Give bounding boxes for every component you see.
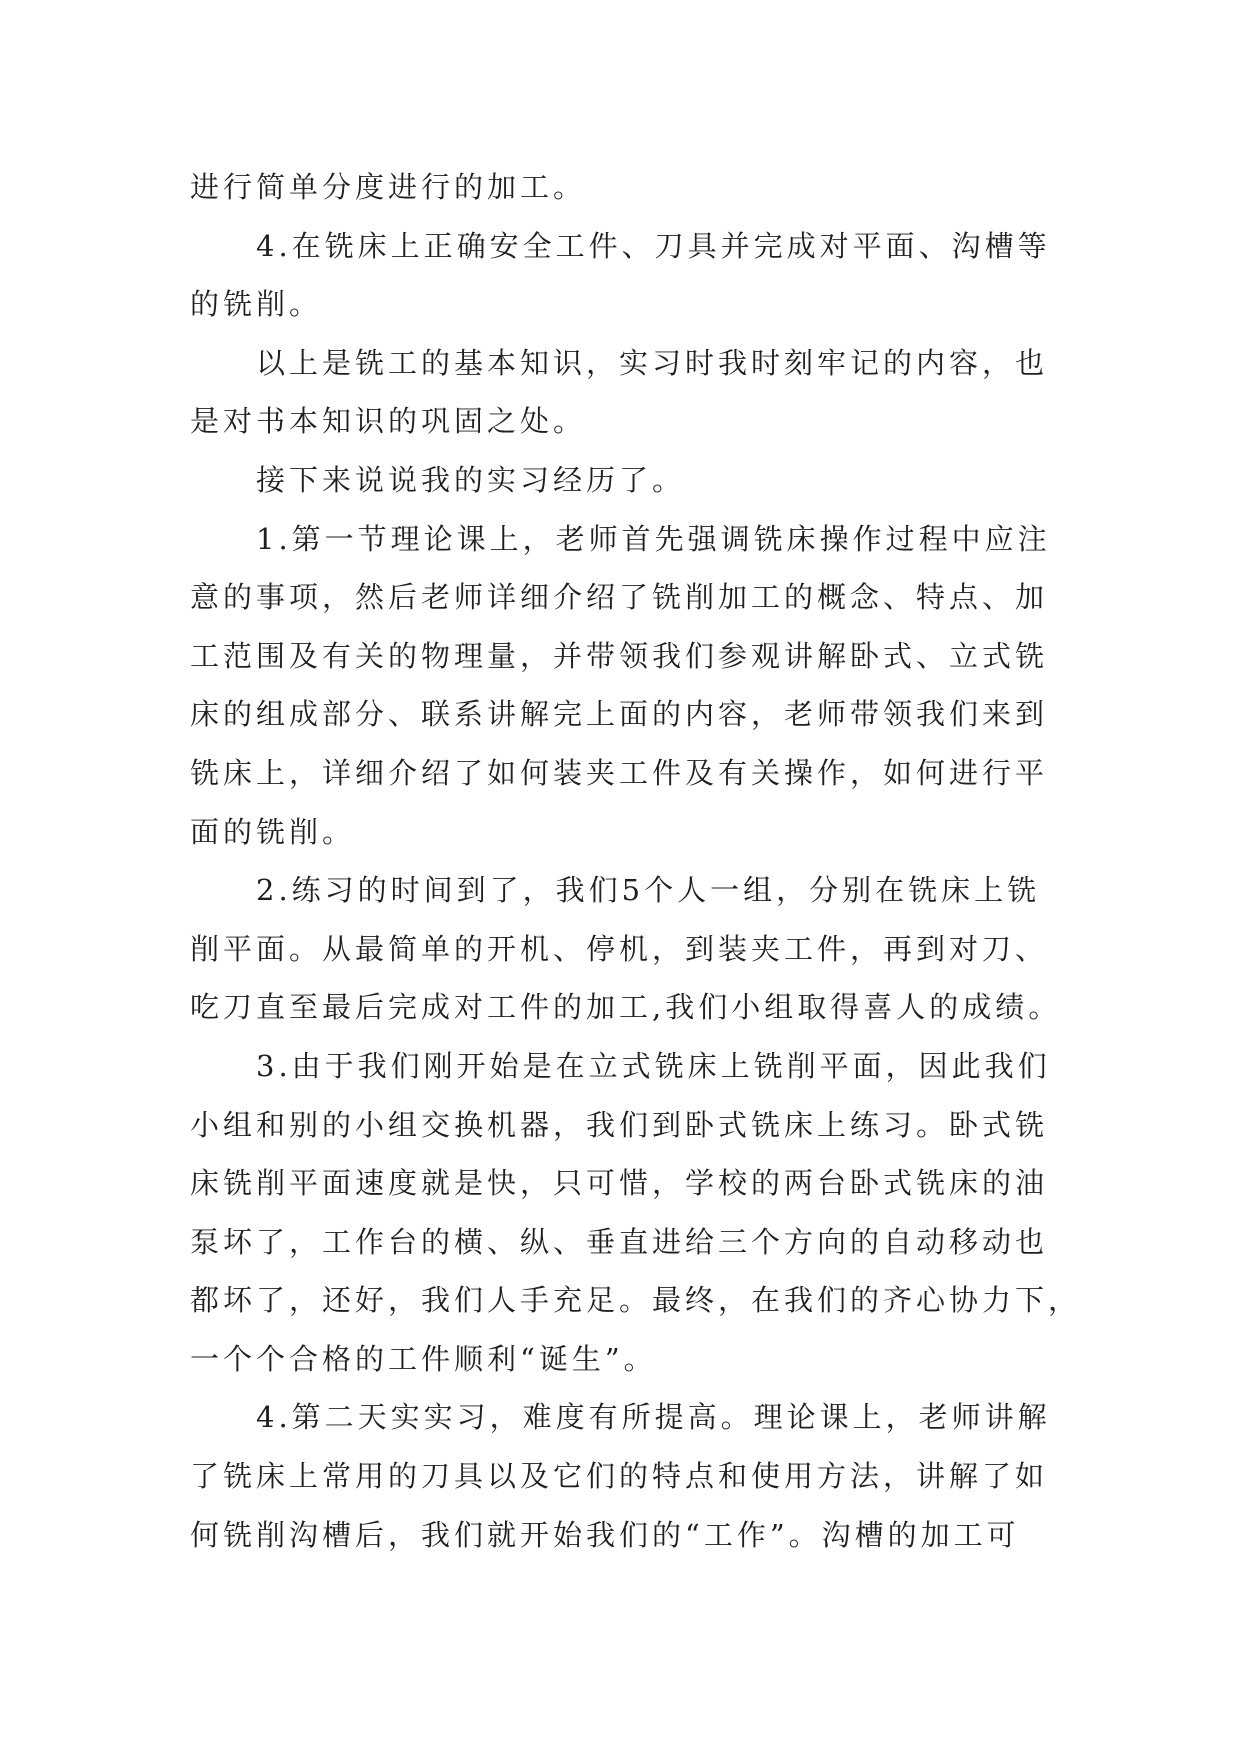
- text-line-9: 工范围及有关的物理量，并带领我们参观讲解卧式、立式铣: [190, 638, 1049, 673]
- text-line-11: 铣床上，详细介绍了如何装夹工件及有关操作，如何进行平: [190, 755, 1049, 790]
- text-line-5: 是对书本知识的巩固之处。: [190, 404, 587, 439]
- text-line-18: 床铣削平面速度就是快，只可惜，学校的两台卧式铣床的油: [190, 1166, 1049, 1201]
- text-line-13: 2.练习的时间到了，我们5个人一组，分别在铣床上铣: [256, 873, 1041, 908]
- text-line-1: 进行简单分度进行的加工。: [190, 170, 587, 204]
- text-line-22: 4.第二天实实习，难度有所提高。理论课上，老师讲解: [256, 1400, 1051, 1435]
- text-line-10: 床的组成部分、联系讲解完上面的内容，老师带领我们来到: [190, 697, 1049, 732]
- text-line-19: 泵坏了，工作台的横、纵、垂直进给三个方向的自动移动也: [190, 1224, 1049, 1259]
- text-line-8: 意的事项，然后老师详细介绍了铣削加工的概念、特点、加: [190, 580, 1049, 615]
- text-line-12: 面的铣削。: [190, 814, 356, 849]
- text-line-7: 1.第一节理论课上，老师首先强调铣床操作过程中应注: [256, 521, 1051, 556]
- text-line-23: 了铣床上常用的刀具以及它们的特点和使用方法，讲解了如: [190, 1459, 1049, 1494]
- document-body: [190, 158, 1082, 1564]
- text-line-14: 削平面。从最简单的开机、停机，到装夹工件，再到对刀、: [190, 931, 1049, 966]
- text-line-21: 一个个合格的工件顺利“诞生”。: [190, 1341, 657, 1376]
- text-line-4: 以上是铣工的基本知识，实习时我时刻牢记的内容，也: [256, 345, 1049, 380]
- text-line-3: 的铣削。: [190, 287, 323, 322]
- text-line-6: 接下来说说我的实习经历了。: [256, 462, 686, 497]
- text-line-16: 3.由于我们刚开始是在立式铣床上铣削平面，因此我们: [256, 1048, 1051, 1083]
- text-line-15: 吃刀直至最后完成对工件的加工,我们小组取得喜人的成绩。: [190, 990, 1062, 1025]
- text-line-20: 都坏了，还好，我们人手充足。最终，在我们的齐心协力下，: [190, 1283, 1082, 1318]
- text-line-2: 4.在铣床上正确安全工件、刀具并完成对平面、沟槽等: [256, 228, 1051, 263]
- text-line-24: 何铣削沟槽后，我们就开始我们的“工作”。沟槽的加工可: [190, 1517, 1020, 1552]
- text-line-17: 小组和别的小组交换机器，我们到卧式铣床上练习。卧式铣: [190, 1107, 1049, 1142]
